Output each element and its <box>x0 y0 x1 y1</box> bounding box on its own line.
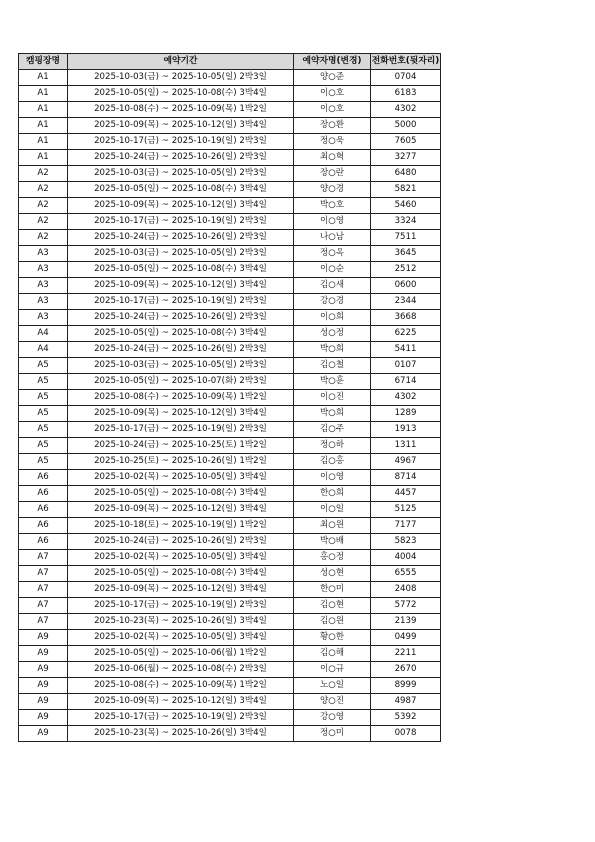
campsite-cell: A2 <box>19 182 68 198</box>
table-row <box>19 598 441 614</box>
period-cell: 2025-10-02(목) ~ 2025-10-05(일) 3박4일 <box>68 550 294 566</box>
phone-cell: 6225 <box>371 326 441 342</box>
campsite-cell: A4 <box>19 326 68 342</box>
reserver-cell: 이○영 <box>294 214 371 230</box>
phone-cell: 5125 <box>371 502 441 518</box>
reserver-cell: 이○규 <box>294 662 371 678</box>
reserver-cell: 박○희 <box>294 406 371 422</box>
period-cell: 2025-10-09(목) ~ 2025-10-12(일) 3박4일 <box>68 118 294 134</box>
table-row <box>19 646 441 662</box>
campsite-cell: A3 <box>19 278 68 294</box>
phone-cell: 2512 <box>371 262 441 278</box>
campsite-cell: A6 <box>19 502 68 518</box>
reserver-cell: 박○호 <box>294 198 371 214</box>
table-row <box>19 582 441 598</box>
table-row <box>19 166 441 182</box>
campsite-cell: A7 <box>19 614 68 630</box>
campsite-cell: A1 <box>19 118 68 134</box>
table-row <box>19 566 441 582</box>
campsite-cell: A1 <box>19 134 68 150</box>
period-cell: 2025-10-09(목) ~ 2025-10-12(일) 3박4일 <box>68 406 294 422</box>
period-cell: 2025-10-05(일) ~ 2025-10-08(수) 3박4일 <box>68 486 294 502</box>
period-cell: 2025-10-09(목) ~ 2025-10-12(일) 3박4일 <box>68 502 294 518</box>
campsite-cell: A5 <box>19 454 68 470</box>
phone-cell: 7511 <box>371 230 441 246</box>
reserver-cell: 김○주 <box>294 422 371 438</box>
reserver-cell: 나○남 <box>294 230 371 246</box>
period-cell: 2025-10-05(일) ~ 2025-10-08(수) 3박4일 <box>68 182 294 198</box>
period-cell: 2025-10-05(일) ~ 2025-10-07(화) 2박3일 <box>68 374 294 390</box>
table-row <box>19 470 441 486</box>
table-row <box>19 214 441 230</box>
campsite-cell: A2 <box>19 166 68 182</box>
table-row <box>19 230 441 246</box>
phone-cell: 0078 <box>371 726 441 742</box>
reserver-cell: 장○란 <box>294 166 371 182</box>
table-row <box>19 726 441 742</box>
reserver-cell: 이○호 <box>294 102 371 118</box>
period-cell: 2025-10-08(수) ~ 2025-10-09(목) 1박2일 <box>68 102 294 118</box>
reserver-cell: 박○훈 <box>294 374 371 390</box>
reserver-cell: 정○하 <box>294 438 371 454</box>
phone-cell: 0600 <box>371 278 441 294</box>
phone-cell: 5821 <box>371 182 441 198</box>
campsite-cell: A5 <box>19 390 68 406</box>
period-cell: 2025-10-23(목) ~ 2025-10-26(일) 3박4일 <box>68 614 294 630</box>
period-cell: 2025-10-06(월) ~ 2025-10-08(수) 2박3일 <box>68 662 294 678</box>
reserver-cell: 이○호 <box>294 86 371 102</box>
campsite-cell: A5 <box>19 406 68 422</box>
period-cell: 2025-10-24(금) ~ 2025-10-26(일) 2박3일 <box>68 342 294 358</box>
phone-cell: 6183 <box>371 86 441 102</box>
period-cell: 2025-10-17(금) ~ 2025-10-19(일) 2박3일 <box>68 710 294 726</box>
campsite-cell: A7 <box>19 582 68 598</box>
period-cell: 2025-10-03(금) ~ 2025-10-05(일) 2박3일 <box>68 246 294 262</box>
table-row <box>19 614 441 630</box>
reserver-cell: 정○옥 <box>294 246 371 262</box>
reserver-cell: 양○진 <box>294 694 371 710</box>
table-row <box>19 246 441 262</box>
table-row <box>19 662 441 678</box>
campsite-cell: A2 <box>19 230 68 246</box>
table-row <box>19 198 441 214</box>
header-phone: 전화번호(뒷자리) <box>371 54 441 70</box>
campsite-cell: A7 <box>19 598 68 614</box>
period-cell: 2025-10-17(금) ~ 2025-10-19(일) 2박3일 <box>68 134 294 150</box>
campsite-cell: A6 <box>19 470 68 486</box>
phone-cell: 6480 <box>371 166 441 182</box>
period-cell: 2025-10-02(목) ~ 2025-10-05(일) 3박4일 <box>68 470 294 486</box>
period-cell: 2025-10-05(일) ~ 2025-10-08(수) 3박4일 <box>68 326 294 342</box>
period-cell: 2025-10-05(일) ~ 2025-10-06(월) 1박2일 <box>68 646 294 662</box>
period-cell: 2025-10-24(금) ~ 2025-10-26(일) 2박3일 <box>68 230 294 246</box>
period-cell: 2025-10-25(토) ~ 2025-10-26(일) 1박2일 <box>68 454 294 470</box>
campsite-cell: A9 <box>19 646 68 662</box>
phone-cell: 4302 <box>371 102 441 118</box>
table-row <box>19 182 441 198</box>
table-row <box>19 550 441 566</box>
reserver-cell: 박○희 <box>294 342 371 358</box>
table-row <box>19 102 441 118</box>
period-cell: 2025-10-09(목) ~ 2025-10-12(일) 3박4일 <box>68 694 294 710</box>
table-row <box>19 438 441 454</box>
reserver-cell: 강○영 <box>294 710 371 726</box>
phone-cell: 8999 <box>371 678 441 694</box>
campsite-cell: A6 <box>19 486 68 502</box>
table-row <box>19 86 441 102</box>
reserver-cell: 이○영 <box>294 470 371 486</box>
header-campsite: 캠핑장명 <box>19 54 68 70</box>
campsite-cell: A9 <box>19 630 68 646</box>
reserver-cell: 성○정 <box>294 326 371 342</box>
table-row <box>19 694 441 710</box>
table-row <box>19 630 441 646</box>
phone-cell: 4302 <box>371 390 441 406</box>
campsite-cell: A1 <box>19 70 68 86</box>
phone-cell: 7177 <box>371 518 441 534</box>
period-cell: 2025-10-03(금) ~ 2025-10-05(일) 2박3일 <box>68 166 294 182</box>
table-body <box>19 70 441 742</box>
campsite-cell: A9 <box>19 726 68 742</box>
campsite-cell: A4 <box>19 342 68 358</box>
phone-cell: 2670 <box>371 662 441 678</box>
table-row <box>19 374 441 390</box>
reserver-cell: 김○해 <box>294 646 371 662</box>
period-cell: 2025-10-17(금) ~ 2025-10-19(일) 2박3일 <box>68 422 294 438</box>
reserver-cell: 홍○정 <box>294 550 371 566</box>
table-row <box>19 278 441 294</box>
period-cell: 2025-10-03(금) ~ 2025-10-05(일) 2박3일 <box>68 70 294 86</box>
campsite-cell: A9 <box>19 678 68 694</box>
reserver-cell: 이○희 <box>294 310 371 326</box>
campsite-cell: A7 <box>19 550 68 566</box>
campsite-cell: A6 <box>19 518 68 534</box>
campsite-cell: A1 <box>19 102 68 118</box>
period-cell: 2025-10-02(목) ~ 2025-10-05(일) 3박4일 <box>68 630 294 646</box>
period-cell: 2025-10-05(일) ~ 2025-10-08(수) 3박4일 <box>68 566 294 582</box>
phone-cell: 6714 <box>371 374 441 390</box>
period-cell: 2025-10-08(수) ~ 2025-10-09(목) 1박2일 <box>68 390 294 406</box>
table-row <box>19 534 441 550</box>
campsite-cell: A3 <box>19 294 68 310</box>
phone-cell: 5000 <box>371 118 441 134</box>
reserver-cell: 노○일 <box>294 678 371 694</box>
table-row <box>19 134 441 150</box>
reserver-cell: 김○새 <box>294 278 371 294</box>
phone-cell: 2139 <box>371 614 441 630</box>
header-period: 예약기간 <box>68 54 294 70</box>
phone-cell: 4987 <box>371 694 441 710</box>
reserver-cell: 한○희 <box>294 486 371 502</box>
table-row <box>19 422 441 438</box>
phone-cell: 4457 <box>371 486 441 502</box>
period-cell: 2025-10-03(금) ~ 2025-10-05(일) 2박3일 <box>68 358 294 374</box>
reserver-cell: 성○현 <box>294 566 371 582</box>
period-cell: 2025-10-09(목) ~ 2025-10-12(일) 3박4일 <box>68 582 294 598</box>
period-cell: 2025-10-24(금) ~ 2025-10-26(일) 2박3일 <box>68 310 294 326</box>
reserver-cell: 이○일 <box>294 502 371 518</box>
phone-cell: 5772 <box>371 598 441 614</box>
reserver-cell: 이○순 <box>294 262 371 278</box>
period-cell: 2025-10-24(금) ~ 2025-10-26(일) 2박3일 <box>68 534 294 550</box>
reserver-cell: 김○원 <box>294 614 371 630</box>
reserver-cell: 양○경 <box>294 182 371 198</box>
reserver-cell: 강○경 <box>294 294 371 310</box>
table-row <box>19 70 441 86</box>
phone-cell: 5823 <box>371 534 441 550</box>
period-cell: 2025-10-17(금) ~ 2025-10-19(일) 2박3일 <box>68 214 294 230</box>
reserver-cell: 양○준 <box>294 70 371 86</box>
table-row <box>19 118 441 134</box>
header-reserver: 예약자명(변경) <box>294 54 371 70</box>
reserver-cell: 장○환 <box>294 118 371 134</box>
table-row <box>19 454 441 470</box>
period-cell: 2025-10-23(목) ~ 2025-10-26(일) 3박4일 <box>68 726 294 742</box>
table-row <box>19 326 441 342</box>
phone-cell: 3277 <box>371 150 441 166</box>
period-cell: 2025-10-17(금) ~ 2025-10-19(일) 2박3일 <box>68 294 294 310</box>
table-row <box>19 486 441 502</box>
phone-cell: 8714 <box>371 470 441 486</box>
phone-cell: 3324 <box>371 214 441 230</box>
table-row <box>19 678 441 694</box>
campsite-cell: A3 <box>19 310 68 326</box>
reserver-cell: 최○원 <box>294 518 371 534</box>
header-row <box>19 54 441 70</box>
table-row <box>19 390 441 406</box>
campsite-cell: A3 <box>19 262 68 278</box>
reserver-cell: 황○한 <box>294 630 371 646</box>
table-row <box>19 310 441 326</box>
campsite-cell: A2 <box>19 214 68 230</box>
phone-cell: 0499 <box>371 630 441 646</box>
phone-cell: 3668 <box>371 310 441 326</box>
phone-cell: 4004 <box>371 550 441 566</box>
reserver-cell: 한○미 <box>294 582 371 598</box>
table-row <box>19 342 441 358</box>
period-cell: 2025-10-05(일) ~ 2025-10-08(수) 3박4일 <box>68 86 294 102</box>
period-cell: 2025-10-24(금) ~ 2025-10-26(일) 2박3일 <box>68 150 294 166</box>
reserver-cell: 김○현 <box>294 598 371 614</box>
campsite-cell: A3 <box>19 246 68 262</box>
phone-cell: 4967 <box>371 454 441 470</box>
campsite-cell: A2 <box>19 198 68 214</box>
table-row <box>19 358 441 374</box>
period-cell: 2025-10-05(일) ~ 2025-10-08(수) 3박4일 <box>68 262 294 278</box>
table-row <box>19 294 441 310</box>
table-row <box>19 502 441 518</box>
phone-cell: 2344 <box>371 294 441 310</box>
campsite-cell: A5 <box>19 358 68 374</box>
phone-cell: 3645 <box>371 246 441 262</box>
reserver-cell: 김○홍 <box>294 454 371 470</box>
period-cell: 2025-10-24(금) ~ 2025-10-25(토) 1박2일 <box>68 438 294 454</box>
reserver-cell: 최○혁 <box>294 150 371 166</box>
phone-cell: 5411 <box>371 342 441 358</box>
phone-cell: 5460 <box>371 198 441 214</box>
phone-cell: 2211 <box>371 646 441 662</box>
period-cell: 2025-10-17(금) ~ 2025-10-19(일) 2박3일 <box>68 598 294 614</box>
period-cell: 2025-10-18(토) ~ 2025-10-19(일) 1박2일 <box>68 518 294 534</box>
table-row <box>19 518 441 534</box>
campsite-cell: A6 <box>19 534 68 550</box>
reserver-cell: 이○진 <box>294 390 371 406</box>
reserver-cell: 정○욱 <box>294 134 371 150</box>
table-row <box>19 406 441 422</box>
campsite-cell: A7 <box>19 566 68 582</box>
reserver-cell: 김○철 <box>294 358 371 374</box>
phone-cell: 5392 <box>371 710 441 726</box>
period-cell: 2025-10-09(목) ~ 2025-10-12(일) 3박4일 <box>68 278 294 294</box>
table-row <box>19 710 441 726</box>
phone-cell: 0107 <box>371 358 441 374</box>
reserver-cell: 박○배 <box>294 534 371 550</box>
campsite-cell: A9 <box>19 662 68 678</box>
phone-cell: 7605 <box>371 134 441 150</box>
campsite-cell: A9 <box>19 694 68 710</box>
table-row <box>19 262 441 278</box>
phone-cell: 0704 <box>371 70 441 86</box>
table-row <box>19 150 441 166</box>
phone-cell: 1311 <box>371 438 441 454</box>
campsite-cell: A1 <box>19 86 68 102</box>
phone-cell: 1913 <box>371 422 441 438</box>
campsite-cell: A5 <box>19 374 68 390</box>
period-cell: 2025-10-09(목) ~ 2025-10-12(일) 3박4일 <box>68 198 294 214</box>
campsite-cell: A9 <box>19 710 68 726</box>
phone-cell: 2408 <box>371 582 441 598</box>
reservation-table <box>18 53 441 742</box>
campsite-cell: A1 <box>19 150 68 166</box>
campsite-cell: A5 <box>19 438 68 454</box>
period-cell: 2025-10-08(수) ~ 2025-10-09(목) 1박2일 <box>68 678 294 694</box>
campsite-cell: A5 <box>19 422 68 438</box>
phone-cell: 6555 <box>371 566 441 582</box>
phone-cell: 1289 <box>371 406 441 422</box>
reserver-cell: 정○미 <box>294 726 371 742</box>
